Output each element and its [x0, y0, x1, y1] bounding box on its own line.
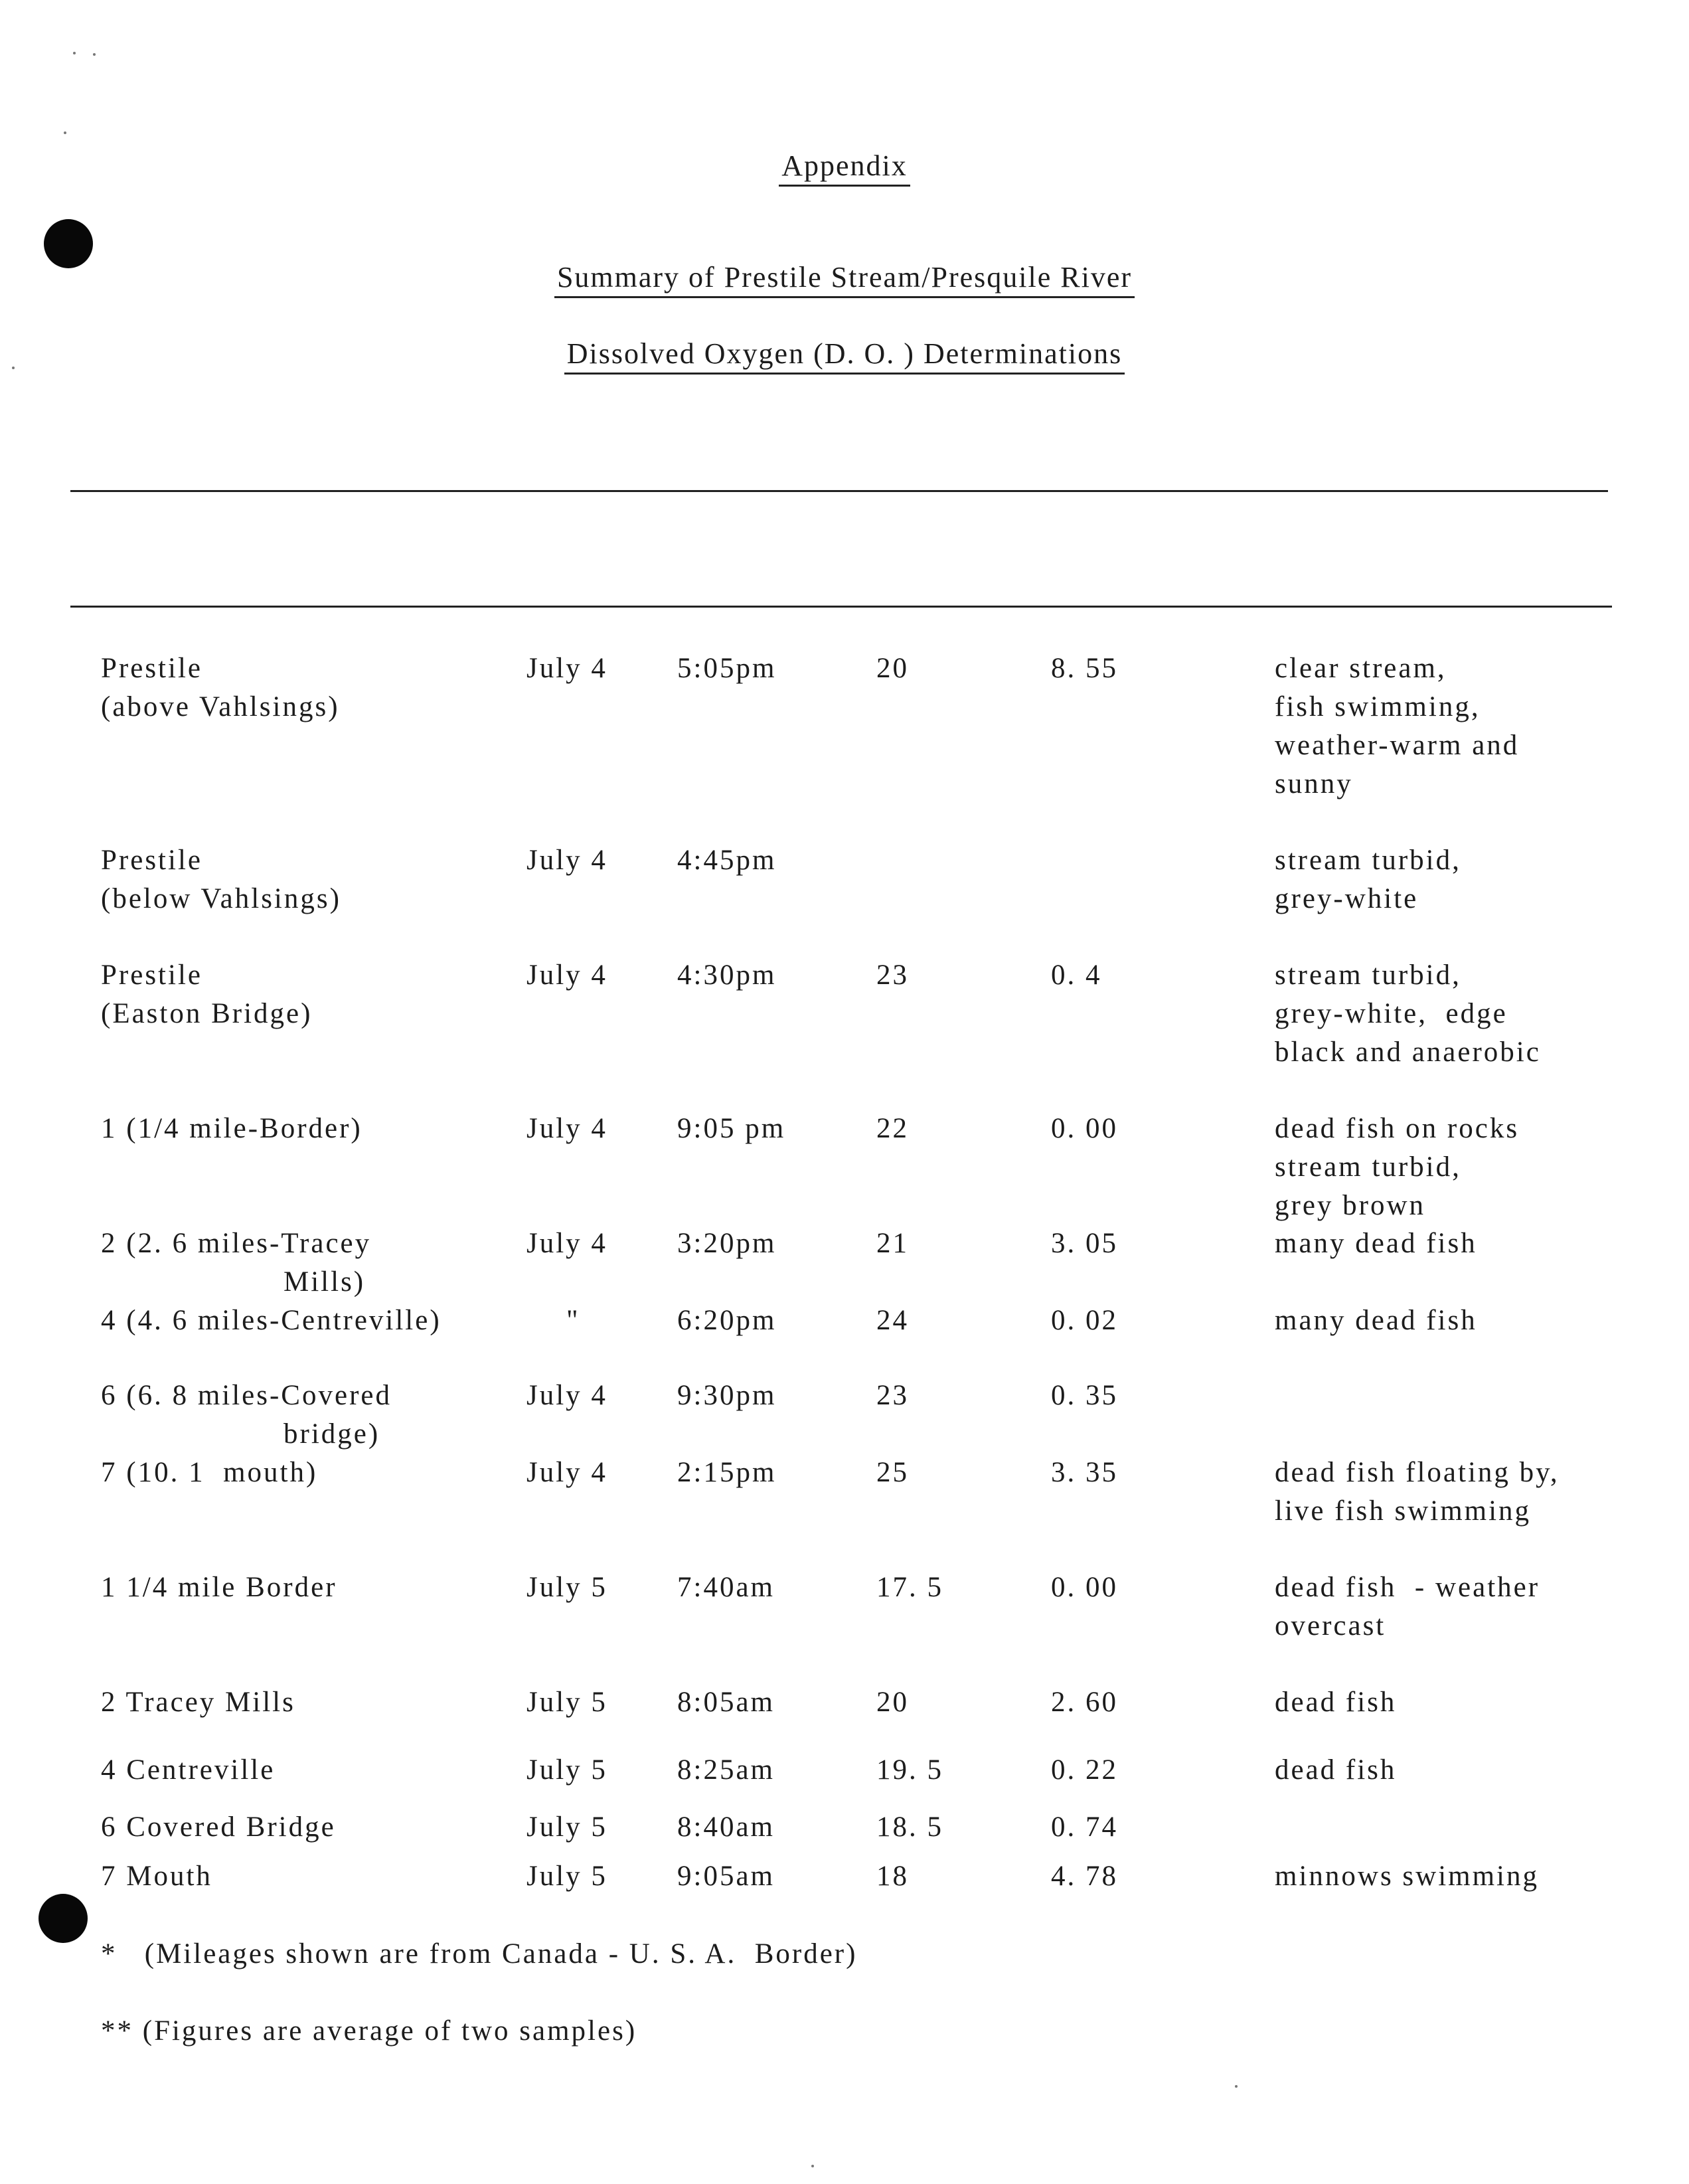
remarks-cell: many dead fish: [1275, 1228, 1477, 1259]
date-cell: July 5: [526, 1811, 607, 1843]
scan-speck: [811, 2165, 814, 2167]
date-cell: July 4: [526, 1457, 607, 1488]
date-cell: July 4: [526, 1113, 607, 1144]
footnote-mileages: * (Mileages shown are from Canada - U. S. A. Border): [101, 1938, 858, 1970]
dissolved-oxygen-cell: 3. 05: [1051, 1228, 1118, 1259]
scan-speck: [64, 131, 66, 134]
dissolved-oxygen-cell: 0. 22: [1051, 1754, 1118, 1786]
remarks-cell: dead fish on rocks stream turbid, grey brown: [1275, 1113, 1520, 1221]
dissolved-oxygen-cell: 0. 00: [1051, 1572, 1118, 1603]
remarks-cell: dead fish: [1275, 1754, 1397, 1786]
dissolved-oxygen-cell: 4. 78: [1051, 1861, 1118, 1892]
time-cell: 8:40am: [677, 1811, 775, 1843]
remarks-cell: stream turbid, grey-white, edge black and anaerobic: [1275, 960, 1541, 1068]
dissolved-oxygen-cell: 0. 4: [1051, 960, 1102, 991]
date-cell: ": [566, 1305, 580, 1336]
date-cell: July 5: [526, 1861, 607, 1892]
remarks-cell: minnows swimming: [1275, 1861, 1540, 1892]
remarks-cell: stream turbid, grey-white: [1275, 845, 1461, 914]
remarks-cell: many dead fish: [1275, 1305, 1477, 1336]
location-cell: 1 (1/4 mile-Border): [101, 1113, 362, 1144]
time-cell: 8:05am: [677, 1687, 775, 1718]
temperature-cell: 22: [876, 1113, 909, 1144]
location-cell: 6 Covered Bridge: [101, 1811, 336, 1843]
time-cell: 3:20pm: [677, 1228, 777, 1259]
date-cell: July 5: [526, 1572, 607, 1603]
summary-heading-text: Summary of Prestile Stream/Presquile River: [554, 261, 1135, 298]
location-cell: 2 Tracey Mills: [101, 1687, 295, 1718]
time-cell: 9:30pm: [677, 1380, 777, 1411]
location-cell: 7 Mouth: [101, 1861, 212, 1892]
temperature-cell: 18. 5: [876, 1811, 943, 1843]
location-cell: 7 (10. 1 mouth): [101, 1457, 318, 1488]
dissolved-oxygen-cell: 3. 35: [1051, 1457, 1118, 1488]
temperature-cell: 23: [876, 1380, 909, 1411]
date-cell: July 4: [526, 960, 607, 991]
date-cell: July 4: [526, 1380, 607, 1411]
table-header-rule: [70, 606, 1612, 608]
time-cell: 4:45pm: [677, 845, 777, 876]
table-top-rule: [70, 490, 1608, 492]
dissolved-oxygen-cell: 8. 55: [1051, 653, 1118, 684]
location-cell: Prestile (Easton Bridge): [101, 960, 313, 1029]
scan-speck: [93, 53, 96, 56]
remarks-cell: clear stream, fish swimming, weather-warm and sunny: [1275, 653, 1520, 799]
date-cell: July 4: [526, 845, 607, 876]
dissolved-oxygen-cell: 0. 35: [1051, 1380, 1118, 1411]
remarks-cell: dead fish floating by, live fish swimming: [1275, 1457, 1560, 1527]
temperature-cell: 17. 5: [876, 1572, 943, 1603]
location-cell: Prestile (below Vahlsings): [101, 845, 341, 914]
punch-hole-bottom: [39, 1894, 88, 1943]
appendix-heading: [0, 149, 1689, 183]
dissolved-oxygen-cell: 0. 74: [1051, 1811, 1118, 1843]
location-cell: 4 (4. 6 miles-Centreville): [101, 1305, 442, 1336]
temperature-cell: 18: [876, 1861, 909, 1892]
date-cell: July 5: [526, 1687, 607, 1718]
date-cell: July 4: [526, 1228, 607, 1259]
determinations-heading-text: Dissolved Oxygen (D. O. ) Determinations: [564, 337, 1125, 375]
remarks-cell: dead fish - weather overcast: [1275, 1572, 1540, 1641]
scan-speck: [73, 52, 76, 54]
time-cell: 7:40am: [677, 1572, 775, 1603]
temperature-cell: 19. 5: [876, 1754, 943, 1786]
time-cell: 2:15pm: [677, 1457, 777, 1488]
location-cell: Prestile (above Vahlsings): [101, 653, 340, 722]
temperature-cell: 25: [876, 1457, 909, 1488]
temperature-cell: 20: [876, 1687, 909, 1718]
appendix-heading-text: Appendix: [779, 149, 910, 187]
footnote-averages: ** (Figures are average of two samples): [101, 2015, 637, 2047]
dissolved-oxygen-cell: 2. 60: [1051, 1687, 1118, 1718]
temperature-cell: 20: [876, 653, 909, 684]
time-cell: 9:05am: [677, 1861, 775, 1892]
time-cell: 4:30pm: [677, 960, 777, 991]
location-cell: 4 Centreville: [101, 1754, 276, 1786]
time-cell: 5:05pm: [677, 653, 777, 684]
date-cell: July 5: [526, 1754, 607, 1786]
dissolved-oxygen-cell: 0. 02: [1051, 1305, 1118, 1336]
time-cell: 9:05 pm: [677, 1113, 786, 1144]
time-cell: 8:25am: [677, 1754, 775, 1786]
location-cell: 2 (2. 6 miles-Tracey Mills): [101, 1228, 372, 1298]
location-cell: 6 (6. 8 miles-Covered bridge): [101, 1380, 392, 1450]
dissolved-oxygen-cell: 0. 00: [1051, 1113, 1118, 1144]
temperature-cell: 24: [876, 1305, 909, 1336]
date-cell: July 4: [526, 653, 607, 684]
remarks-cell: dead fish: [1275, 1687, 1397, 1718]
determinations-heading: [0, 337, 1689, 371]
location-cell: 1 1/4 mile Border: [101, 1572, 337, 1603]
temperature-cell: 21: [876, 1228, 909, 1259]
scan-speck: [1235, 2085, 1238, 2088]
time-cell: 6:20pm: [677, 1305, 777, 1336]
temperature-cell: 23: [876, 960, 909, 991]
summary-heading: [0, 260, 1689, 294]
